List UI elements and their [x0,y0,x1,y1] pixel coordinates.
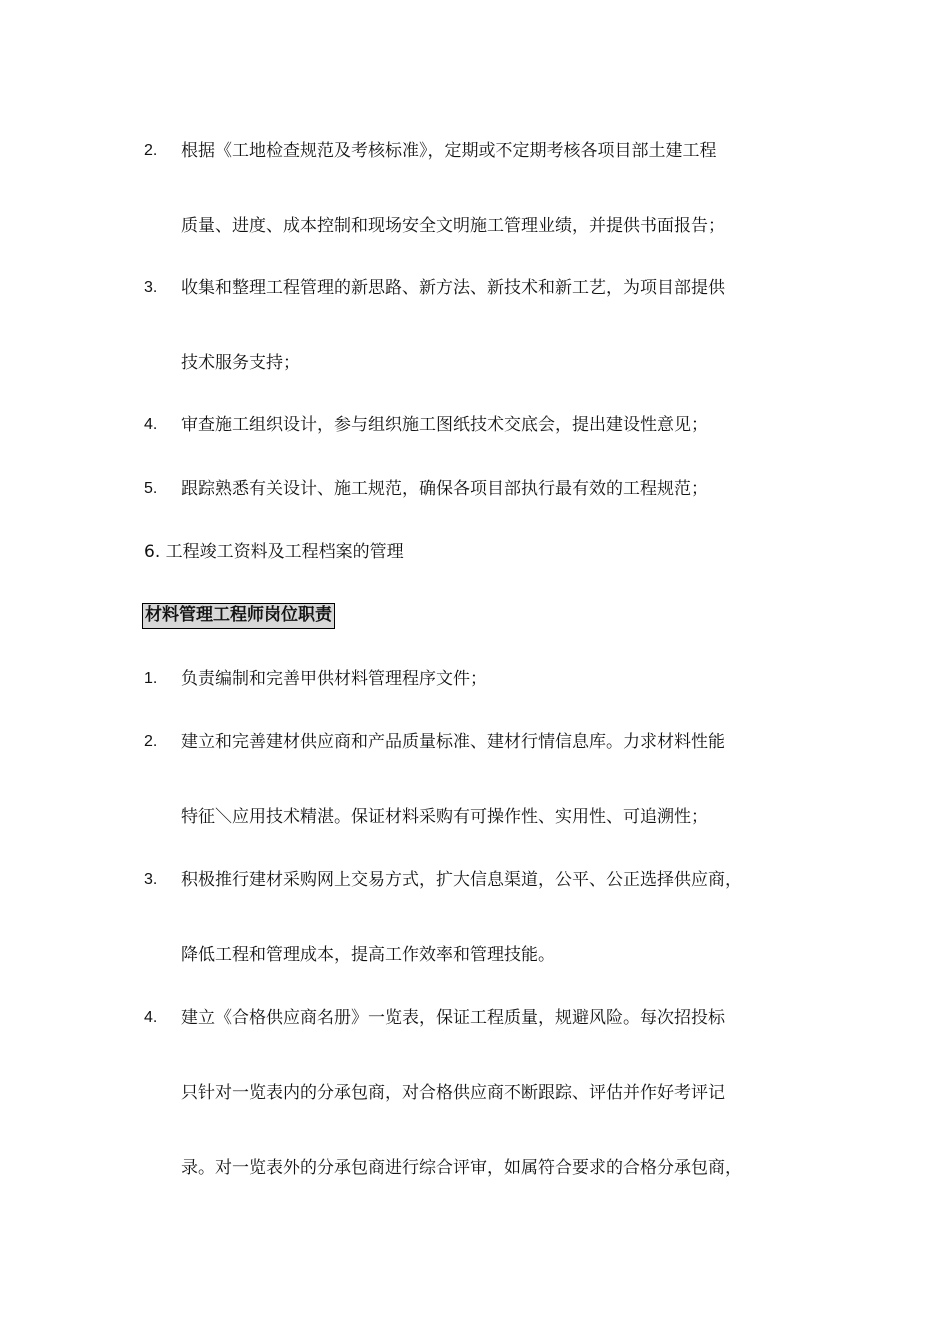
item-text: 积极推行建材采购网上交易方式，扩大信息渠道，公平、公正选择供应商， [181,870,742,890]
item-number: 3. [144,279,158,296]
item-number: 4. [144,416,158,433]
item-text: 技术服务支持； [181,353,300,373]
item-text: 跟踪熟悉有关设计、施工规范，确保各项目部执行最有效的工程规范； [181,479,708,499]
item-text: 6. 工程竣工资料及工程档案的管理 [144,542,404,562]
item-text: 负责编制和完善甲供材料管理程序文件； [181,669,487,689]
item-number: 1. [144,670,158,687]
item-text: 只针对一览表内的分承包商，对合格供应商不断跟踪、评估并作好考评记 [181,1083,725,1103]
item-text: 建立和完善建材供应商和产品质量标准、建材行情信息库。力求材料性能 [181,732,725,752]
item-number: 2. [144,733,158,750]
item-text: 收集和整理工程管理的新思路、新方法、新技术和新工艺，为项目部提供 [181,278,725,298]
item-text: 录。对一览表外的分承包商进行综合评审，如属符合要求的合格分承包商， [181,1158,742,1178]
item-number: 5. [144,480,158,497]
item-number: 2. [144,142,158,159]
item-text: 建立《合格供应商名册》一览表，保证工程质量，规避风险。每次招投标 [181,1008,725,1028]
item-text: 审查施工组织设计，参与组织施工图纸技术交底会，提出建设性意见； [181,415,708,435]
item-number: 4. [144,1009,158,1026]
item-number: 3. [144,871,158,888]
item-text: 特征＼应用技术精湛。保证材料采购有可操作性、实用性、可追溯性； [181,807,708,827]
section-heading: 材料管理工程师岗位职责 [142,603,335,629]
item-text: 根据《工地检查规范及考核标准》，定期或不定期考核各项目部土建工程 [181,141,717,161]
item-text: 质量、进度、成本控制和现场安全文明施工管理业绩，并提供书面报告； [181,216,725,236]
item-text: 降低工程和管理成本，提高工作效率和管理技能。 [181,945,555,965]
